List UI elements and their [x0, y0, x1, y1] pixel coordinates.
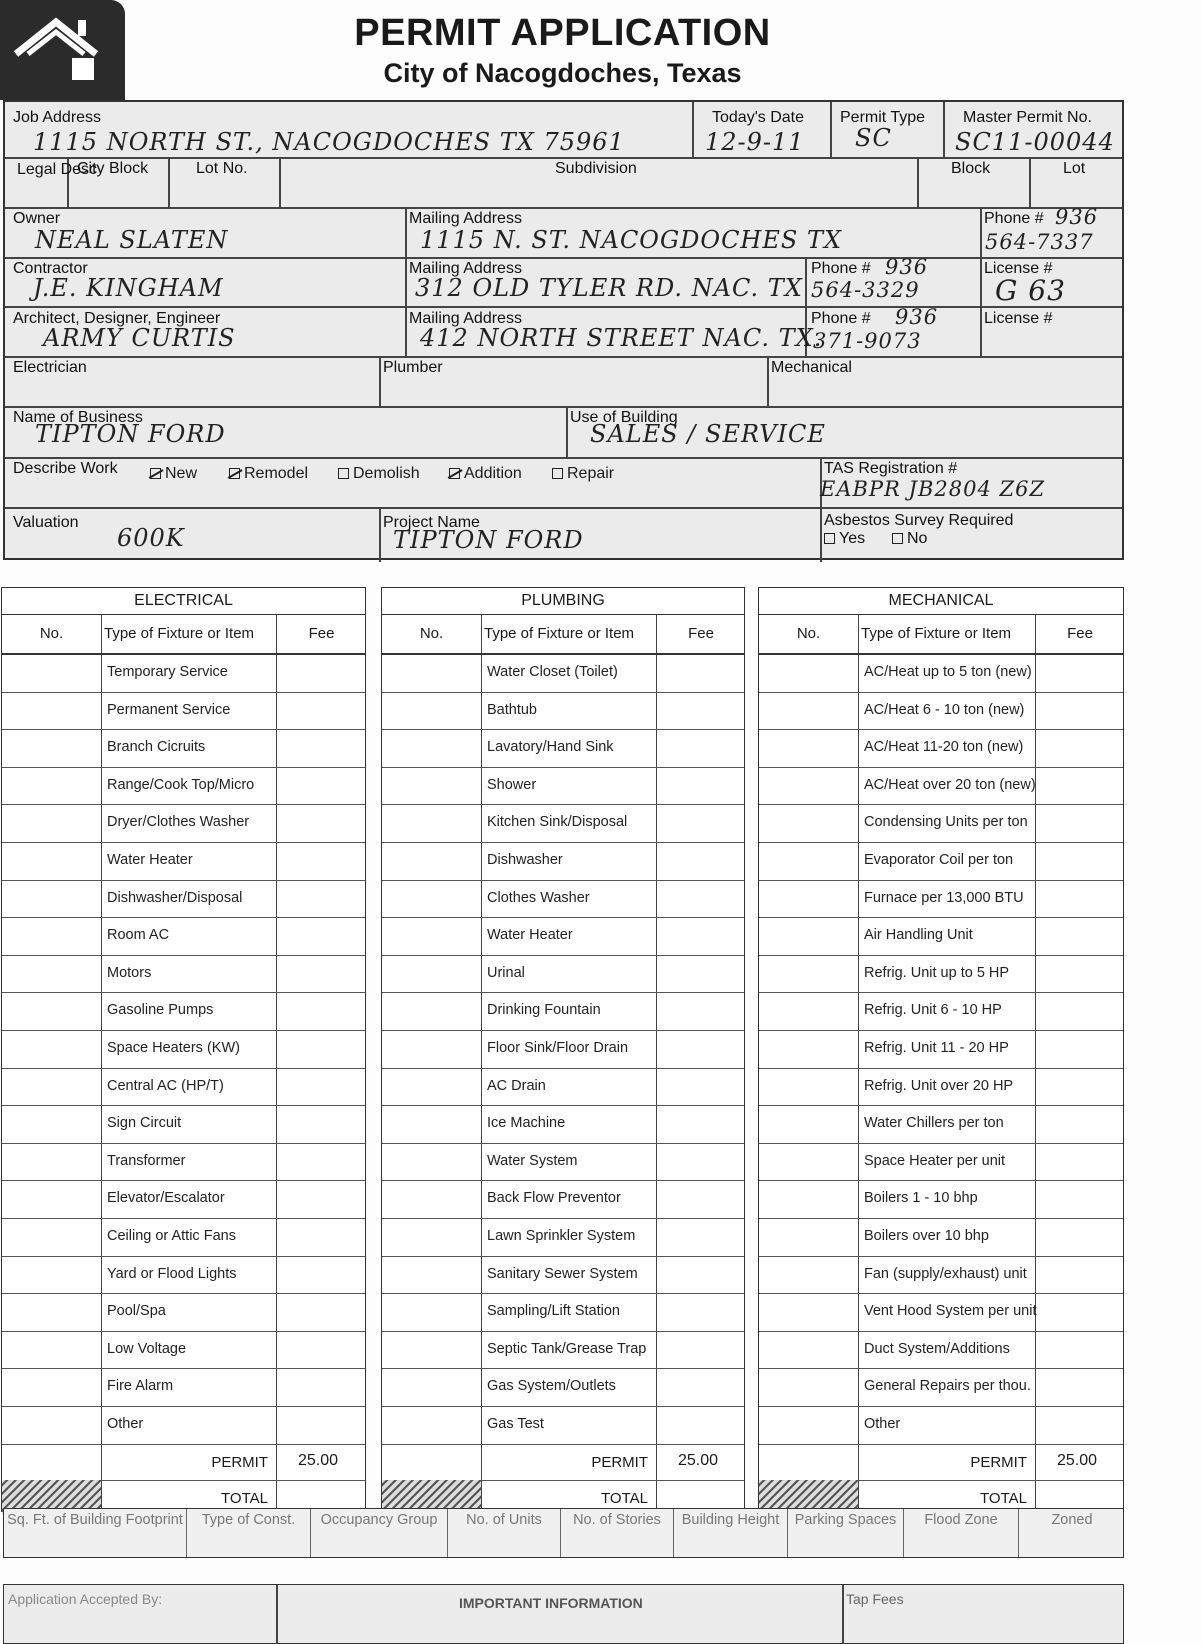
fixture-name: Sign Circuit [107, 1115, 182, 1132]
use-of-building-field[interactable]: SALES / SERVICE [590, 420, 826, 448]
subdivision-label: Subdivision [555, 160, 637, 177]
fixture-name: Yard or Flood Lights [107, 1265, 237, 1282]
building-info-cell[interactable]: Occupancy Group [311, 1509, 448, 1557]
checkbox-icon[interactable] [824, 533, 835, 544]
job-address-field[interactable]: 1115 NORTH ST., NACOGDOCHES TX 75961 [33, 128, 625, 156]
contractor-license-label: License # [984, 260, 1053, 277]
architect-phone-field[interactable]: 371-9073 [813, 329, 922, 353]
fixture-name: AC Drain [487, 1077, 546, 1094]
house-icon [10, 14, 102, 84]
fixture-name: Permanent Service [107, 701, 231, 718]
table-row[interactable] [2, 1068, 365, 1107]
building-info-cell[interactable]: Building Height [674, 1509, 788, 1557]
fixture-name: Motors [107, 964, 152, 981]
page-title: PERMIT APPLICATION [354, 12, 771, 54]
architect-phone-label: Phone # [811, 310, 871, 327]
table-row[interactable] [759, 692, 1123, 731]
fixture-name: Floor Sink/Floor Drain [487, 1040, 629, 1056]
table-row[interactable] [382, 1068, 744, 1107]
permit-label: PERMIT [211, 1453, 268, 1471]
checkbox-icon[interactable] [338, 468, 349, 479]
fixture-name: Furnace per 13,000 BTU [864, 889, 1024, 906]
table-row[interactable] [759, 1406, 1123, 1445]
contractor-label: Contractor [13, 260, 88, 277]
table-row[interactable] [2, 1406, 365, 1445]
table-row[interactable] [2, 1293, 365, 1332]
building-info-cell[interactable]: No. of Stories [561, 1509, 674, 1557]
table-row[interactable] [759, 1331, 1123, 1370]
fixture-name: AC/Heat 11-20 ton (new) [864, 739, 1024, 756]
table-row[interactable] [2, 692, 365, 731]
footer-section [3, 1584, 1124, 1644]
total-label: TOTAL [601, 1489, 648, 1507]
fixture-name: Air Handling Unit [864, 927, 973, 944]
describe-work-label: Describe Work [13, 460, 118, 477]
contractor-mailing-label: Mailing Address [409, 260, 522, 277]
fixture-name: Boilers 1 - 10 bhp [864, 1190, 978, 1207]
permit-fee[interactable]: 25.00 [1057, 1451, 1098, 1469]
table-row[interactable] [2, 1180, 365, 1219]
job-address-label: Job Address [13, 109, 102, 126]
use-of-building-label: Use of Building [570, 409, 678, 426]
mechanical-label: Mechanical [771, 359, 852, 376]
table-row[interactable] [382, 692, 744, 731]
fixture-name: Branch Cicruits [107, 739, 206, 756]
architect-label: Architect, Designer, Engineer [13, 310, 221, 327]
tap-fees-label: Tap Fees [846, 1591, 904, 1607]
table-row[interactable] [382, 955, 744, 994]
table-row[interactable] [382, 1218, 744, 1257]
fixture-name: Clothes Washer [487, 889, 590, 906]
building-info-cell[interactable]: Parking Spaces [788, 1509, 904, 1557]
fixture-name: Boilers over 10 bhp [864, 1228, 989, 1244]
fixture-name: Space Heaters (KW) [107, 1040, 240, 1056]
owner-phone-field[interactable]: 564-7337 [985, 230, 1094, 254]
project-name-field[interactable]: TIPTON FORD [393, 526, 584, 554]
legal-desc-label: Legal Desc [17, 161, 98, 178]
valuation-field[interactable]: 600K [117, 524, 185, 552]
plumbing-fee-table [381, 587, 745, 1512]
table-row[interactable] [382, 1105, 744, 1144]
fixture-name: AC/Heat up to 5 ton (new) [864, 664, 1032, 680]
fixture-name: Condensing Units per ton [864, 814, 1028, 831]
page-subtitle: City of Nacogdoches, Texas [383, 58, 742, 88]
fixture-name: Sanitary Sewer System [487, 1265, 638, 1282]
table-row[interactable] [2, 804, 365, 843]
table-row[interactable] [2, 1218, 365, 1257]
architect-phone-area[interactable]: 936 [895, 305, 939, 329]
table-row[interactable] [2, 880, 365, 919]
fixture-name: Other [107, 1416, 144, 1432]
fixture-name: Bathtub [487, 701, 537, 718]
table-row[interactable] [382, 654, 744, 693]
contractor-field[interactable]: J.E. KINGHAM [33, 274, 224, 302]
total-label: TOTAL [980, 1489, 1027, 1507]
owner-phone-area[interactable]: 936 [1055, 205, 1099, 229]
city-logo [0, 0, 125, 100]
project-name-label: Project Name [383, 514, 480, 531]
table-row[interactable] [382, 1293, 744, 1332]
owner-label: Owner [13, 210, 61, 227]
plumber-label: Plumber [383, 359, 443, 376]
important-info-heading: IMPORTANT INFORMATION [459, 1595, 643, 1611]
table-row[interactable] [2, 992, 365, 1031]
asbestos-no[interactable]: No [892, 531, 927, 547]
permit-row [759, 1444, 1123, 1481]
fixture-name: Septic Tank/Grease Trap [487, 1340, 647, 1357]
lot-label: Lot [1063, 160, 1086, 177]
contractor-phone-label: Phone # [811, 260, 871, 277]
master-permit-label: Master Permit No. [963, 109, 1092, 126]
fixture-name: Gas System/Outlets [487, 1378, 616, 1395]
fixture-name: AC/Heat 6 - 10 ton (new) [864, 701, 1025, 718]
table-row[interactable] [382, 729, 744, 768]
permit-type-field[interactable]: SC [855, 124, 892, 152]
checkbox-icon[interactable] [552, 468, 563, 479]
fixture-name: Evaporator Coil per ton [864, 852, 1014, 868]
building-info-cell[interactable]: Sq. Ft. of Building Footprint [4, 1509, 187, 1557]
business-label: Name of Business [13, 409, 143, 426]
table-row[interactable] [382, 1368, 744, 1407]
table-row[interactable] [759, 804, 1123, 843]
fixture-name: AC/Heat over 20 ton (new) [864, 776, 1036, 793]
fixture-name: Fan (supply/exhaust) unit [864, 1265, 1027, 1282]
work-option-repair[interactable]: Repair [552, 465, 614, 483]
table-row[interactable] [759, 842, 1123, 881]
fixture-name: Lawn Sprinkler System [487, 1228, 636, 1244]
fixture-name: Central AC (HP/T) [107, 1077, 224, 1094]
col-type-header: Type of Fixture or Item [484, 625, 635, 642]
table-row[interactable] [759, 1143, 1123, 1182]
contractor-phone-field[interactable]: 564-3329 [811, 278, 920, 302]
table-row[interactable] [759, 1068, 1123, 1107]
fixture-name: Refrig. Unit 6 - 10 HP [864, 1002, 1002, 1019]
table-row[interactable] [382, 842, 744, 881]
col-no-header: No. [39, 625, 64, 642]
work-option-remodel[interactable]: Remodel [229, 465, 308, 483]
fixture-name: Vent Hood System per unit [864, 1303, 1037, 1320]
table-row[interactable] [2, 1368, 365, 1407]
table-row[interactable] [382, 1030, 744, 1069]
table-row[interactable] [759, 1256, 1123, 1295]
fixture-name: Water Heater [487, 927, 573, 944]
table-row[interactable] [2, 1105, 365, 1144]
fixture-name: Refrig. Unit up to 5 HP [864, 964, 1010, 981]
table-row[interactable] [2, 955, 365, 994]
work-option-new[interactable]: New [150, 465, 197, 483]
col-fee-header: Fee [308, 625, 335, 642]
fixture-name: Pool/Spa [107, 1303, 166, 1320]
mechanical-fee-table [758, 587, 1124, 1512]
col-type-header: Type of Fixture or Item [861, 625, 1012, 642]
building-info-row [3, 1508, 1124, 1558]
table-row[interactable] [382, 1331, 744, 1370]
electrician-label: Electrician [13, 359, 87, 376]
fixture-name: Shower [487, 776, 537, 793]
permit-type-label: Permit Type [840, 109, 926, 126]
checkbox-icon[interactable] [892, 533, 903, 544]
table-row[interactable] [759, 917, 1123, 956]
table-title: PLUMBING [382, 588, 744, 615]
table-row[interactable] [382, 767, 744, 806]
architect-field[interactable]: ARMY CURTIS [43, 324, 236, 352]
checkbox-checked-icon[interactable] [449, 468, 460, 479]
col-type-header: Type of Fixture or Item [104, 625, 255, 642]
owner-field[interactable]: NEAL SLATEN [35, 226, 229, 254]
todays-date-label: Today's Date [712, 109, 804, 126]
table-row[interactable] [382, 992, 744, 1031]
fixture-name: Refrig. Unit 11 - 20 HP [864, 1040, 1009, 1056]
checkbox-checked-icon[interactable] [229, 468, 240, 479]
fixture-name: Water System [487, 1152, 578, 1169]
table-row[interactable] [2, 767, 365, 806]
work-option-addition[interactable]: Addition [449, 465, 522, 483]
table-row[interactable] [2, 1030, 365, 1069]
permit-row [2, 1444, 365, 1481]
fixture-name: Water Chillers per ton [864, 1115, 1004, 1132]
table-row[interactable] [382, 880, 744, 919]
fixture-name: Gas Test [487, 1416, 544, 1432]
col-fee-header: Fee [1067, 625, 1093, 642]
fixture-name: Dishwasher/Disposal [107, 889, 243, 906]
work-option-demolish[interactable]: Demolish [338, 465, 420, 483]
contractor-mailing-field[interactable]: 312 OLD TYLER RD. NAC. TX [415, 274, 803, 302]
building-info-cell[interactable]: Flood Zone [904, 1509, 1019, 1557]
building-info-cell[interactable]: Type of Const. [187, 1509, 311, 1557]
table-row[interactable] [382, 1406, 744, 1445]
table-row[interactable] [382, 1143, 744, 1182]
table-row[interactable] [759, 1368, 1123, 1407]
electrical-fee-table [1, 587, 366, 1512]
table-row[interactable] [759, 1030, 1123, 1069]
permit-label: PERMIT [591, 1453, 648, 1471]
col-no-header: No. [419, 625, 444, 642]
table-row[interactable] [2, 654, 365, 693]
table-row[interactable] [2, 1256, 365, 1295]
table-row[interactable] [759, 729, 1123, 768]
table-row[interactable] [382, 917, 744, 956]
table-row[interactable] [2, 1143, 365, 1182]
fixture-name: Refrig. Unit over 20 HP [864, 1077, 1014, 1094]
permit-fee[interactable]: 25.00 [298, 1451, 339, 1469]
table-title: MECHANICAL [759, 588, 1123, 615]
tas-label: TAS Registration # [824, 460, 958, 477]
fixture-name: Urinal [487, 964, 525, 981]
table-title: ELECTRICAL [2, 588, 365, 615]
table-row[interactable] [382, 1256, 744, 1295]
fixture-name: Temporary Service [107, 664, 228, 680]
lot-no-label: Lot No. [196, 160, 248, 177]
permit-fee[interactable]: 25.00 [678, 1451, 719, 1469]
business-field[interactable]: TIPTON FORD [35, 420, 226, 448]
fixture-name: Water Heater [107, 852, 193, 868]
table-row[interactable] [759, 1105, 1123, 1144]
table-row[interactable] [759, 1180, 1123, 1219]
fixture-name: Ceiling or Attic Fans [107, 1228, 236, 1244]
contractor-license-field[interactable]: G 63 [995, 274, 1066, 307]
fixture-name: Range/Cook Top/Micro [107, 776, 255, 793]
total-label: TOTAL [221, 1489, 268, 1507]
table-row[interactable] [382, 804, 744, 843]
block-label: Block [951, 160, 991, 177]
fixture-name: Transformer [107, 1152, 186, 1169]
table-row[interactable] [759, 1218, 1123, 1257]
fixture-name: Duct System/Additions [864, 1340, 1010, 1357]
table-row[interactable] [2, 729, 365, 768]
architect-mailing-field[interactable]: 412 NORTH STREET NAC. TX. [420, 324, 823, 352]
valuation-label: Valuation [13, 514, 79, 531]
table-row[interactable] [759, 767, 1123, 806]
todays-date-field[interactable]: 12-9-11 [705, 128, 805, 156]
permit-label: PERMIT [970, 1453, 1027, 1471]
fixture-name: Low Voltage [107, 1340, 187, 1357]
col-no-header: No. [796, 625, 821, 642]
fixture-name: Drinking Fountain [487, 1002, 601, 1019]
table-row[interactable] [2, 1331, 365, 1370]
fixture-name: Dryer/Clothes Washer [107, 814, 250, 831]
fixture-name: Ice Machine [487, 1115, 566, 1132]
fixture-name: Dishwasher [487, 852, 563, 868]
owner-phone-label: Phone # [984, 210, 1044, 227]
architect-license-label: License # [984, 310, 1053, 327]
contractor-phone-area[interactable]: 936 [885, 255, 929, 279]
fixture-name: Elevator/Escalator [107, 1190, 225, 1207]
fixture-name: Gasoline Pumps [107, 1002, 214, 1019]
checkbox-checked-icon[interactable] [150, 468, 161, 479]
master-permit-field[interactable]: SC11-00044 [955, 128, 1115, 156]
owner-mailing-field[interactable]: 1115 N. ST. NACOGDOCHES TX [420, 226, 843, 254]
fixture-name: Space Heater per unit [864, 1152, 1006, 1169]
table-row[interactable] [759, 992, 1123, 1031]
col-fee-header: Fee [688, 625, 714, 642]
table-row[interactable] [382, 1180, 744, 1219]
fixture-name: Kitchen Sink/Disposal [487, 814, 628, 831]
architect-mailing-label: Mailing Address [409, 310, 522, 327]
fixture-name: General Repairs per thou. [864, 1378, 1031, 1395]
fixture-name: Fire Alarm [107, 1378, 174, 1395]
asbestos-label: Asbestos Survey Required [824, 512, 1014, 529]
asbestos-yes[interactable]: Yes [824, 531, 865, 547]
fixture-name: Lavatory/Hand Sink [487, 739, 614, 756]
building-info-cell[interactable]: Zoned [1051, 1512, 1093, 1528]
tas-field[interactable]: EABPR JB2804 Z6Z [820, 477, 1046, 501]
table-row[interactable] [759, 880, 1123, 919]
owner-mailing-label: Mailing Address [409, 210, 522, 227]
fixture-name: Water Closet (Toilet) [487, 664, 618, 680]
table-row[interactable] [759, 1293, 1123, 1332]
fixture-name: Sampling/Lift Station [487, 1303, 620, 1320]
table-row[interactable] [2, 917, 365, 956]
accepted-by-label: Application Accepted By: [8, 1591, 163, 1607]
fixture-name: Room AC [107, 927, 170, 944]
table-row[interactable] [759, 654, 1123, 693]
fixture-name: Back Flow Preventor [487, 1190, 621, 1207]
table-row[interactable] [759, 955, 1123, 994]
fixture-name: Other [864, 1416, 901, 1432]
city-block-label: City Block [77, 160, 149, 177]
table-row[interactable] [2, 842, 365, 881]
building-info-cell[interactable]: No. of Units [448, 1509, 561, 1557]
permit-header-form [3, 100, 1124, 560]
permit-row [382, 1444, 744, 1481]
